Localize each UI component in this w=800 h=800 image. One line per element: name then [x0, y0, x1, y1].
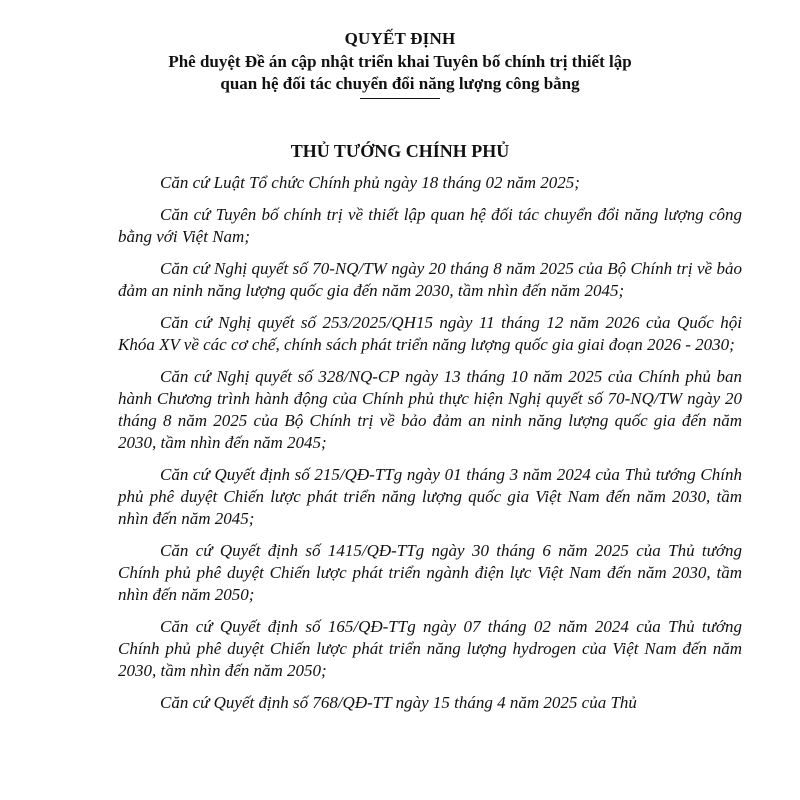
legal-basis-clause: Căn cứ Nghị quyết số 70-NQ/TW ngày 20 tháng 8 năm 2025 của Bộ Chính trị về bảo đảm an ninh năng lượng quốc gia đến năm 2030, tầm nhìn đến năm 2045; — [118, 259, 742, 300]
legal-basis-clause: Căn cứ Nghị quyết số 328/NQ-CP ngày 13 tháng 10 năm 2025 của Chính phủ ban hành Chương trình hành động của Chính phủ thực hiện Nghị quyết số 70-NQ/TW ngày 20 tháng 8 năm 2025 của Bộ Chính trị về bảo đảm an ninh năng lượng quốc gia đến năm 2030, tầm nhìn đến năm 2045; — [118, 367, 742, 452]
issuing-authority: THỦ TƯỚNG CHÍNH PHỦ — [290, 141, 510, 161]
legal-basis-list — [118, 172, 742, 724]
legal-basis-clause: Căn cứ Quyết định số 1415/QĐ-TTg ngày 30 tháng 6 năm 2025 của Thủ tướng Chính phủ phê duyệt Chiến lược phát triển ngành điện lực Việt Nam đến năm 2030, tầm nhìn đến năm 2050; — [118, 541, 742, 604]
legal-basis-clause: Căn cứ Nghị quyết số 253/2025/QH15 ngày 11 tháng 12 năm 2026 của Quốc hội Khóa XV về các cơ chế, chính sách phát triển năng lượng quốc gia giai đoạn 2026 - 2030; — [118, 313, 742, 354]
legal-basis-clause: Căn cứ Tuyên bố chính trị về thiết lập quan hệ đối tác chuyển đổi năng lượng công bằng với Việt Nam; — [118, 205, 742, 246]
title-divider — [360, 98, 440, 99]
legal-basis-clause: Căn cứ Quyết định số 165/QĐ-TTg ngày 07 tháng 02 năm 2024 của Thủ tướng Chính phủ phê duyệt Chiến lược phát triển năng lượng hydrogen của Việt Nam đến năm 2030, tầm nhìn đến năm 2050; — [118, 617, 742, 680]
document-subtitle-line-1: Phê duyệt Đề án cập nhật triển khai Tuyên bố chính trị thiết lập — [168, 52, 632, 71]
legal-basis-clause: Căn cứ Quyết định số 768/QĐ-TT ngày 15 tháng 4 năm 2025 của Thủ — [160, 693, 637, 712]
document-title: QUYẾT ĐỊNH — [344, 29, 456, 48]
document-subtitle-line-2: quan hệ đối tác chuyển đổi năng lượng công bằng — [220, 74, 580, 93]
legal-basis-clause: Căn cứ Luật Tổ chức Chính phủ ngày 18 tháng 02 năm 2025; — [160, 173, 580, 192]
legal-basis-clause: Căn cứ Quyết định số 215/QĐ-TTg ngày 01 tháng 3 năm 2024 của Thủ tướng Chính phủ phê duyệt Chiến lược phát triển năng lượng quốc gia Việt Nam đến năm 2030, tầm nhìn đến năm 2045; — [118, 465, 742, 528]
document-header — [0, 28, 800, 99]
